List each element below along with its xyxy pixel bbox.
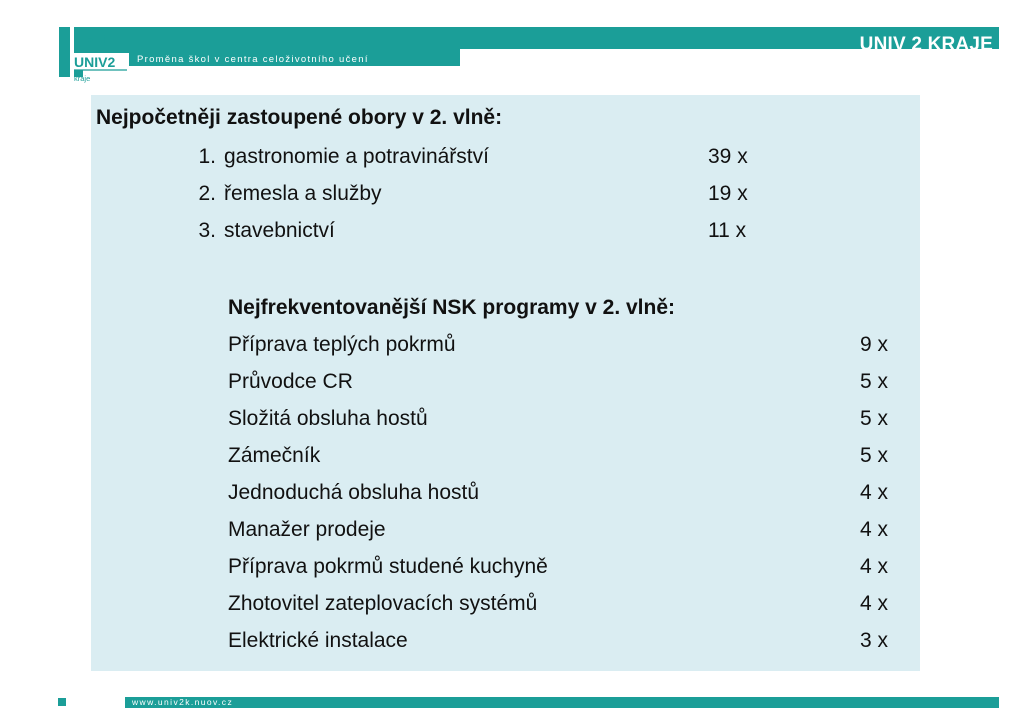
program-count: 5 x [859,444,888,467]
obor-number: 1. [198,145,216,168]
program-count: 4 x [859,555,888,578]
program-count: 4 x [859,592,888,615]
obor-name: gastronomie a potravinářství [224,145,489,168]
program-name: Zhotovitel zateplovacích systémů [228,592,538,615]
footer-square [58,698,66,706]
program-name: Zámečník [228,444,321,467]
program-name: Elektrické instalace [228,629,408,652]
heading-obory: Nejpočetněji zastoupené obory v 2. vlně: [96,106,503,129]
program-name: Průvodce CR [228,370,353,393]
program-count: 3 x [859,629,888,652]
footer-bar [125,697,999,708]
obor-name: stavebnictví [224,219,335,242]
obor-name: řemesla a služby [224,182,382,205]
program-count: 4 x [859,481,888,504]
program-count: 5 x [859,370,888,393]
obor-count: 19 x [708,182,748,205]
logo-subtext: kraje [74,74,91,83]
header-tagline: Proměna škol v centra celoživotního učení [137,54,369,65]
logo-text: UNIV2 [74,54,116,70]
header-title: UNIV 2 KRAJE [859,34,993,55]
obor-number: 3. [198,219,216,242]
program-name: Příprava teplých pokrmů [228,333,456,356]
program-name: Jednoduchá obsluha hostů [228,481,480,504]
program-name: Složitá obsluha hostů [228,407,428,430]
footer-url[interactable]: www.univ2k.nuov.cz [132,697,234,707]
program-name: Manažer prodeje [228,518,386,541]
program-count: 5 x [859,407,888,430]
univ2-logo [59,24,139,84]
program-name: Příprava pokrmů studené kuchyně [228,555,548,578]
program-count: 9 x [859,333,888,356]
program-count: 4 x [859,518,888,541]
heading-programy: Nejfrekventovanější NSK programy v 2. vlně: [228,296,675,319]
obor-count: 39 x [708,145,748,168]
obor-count: 11 x [708,219,747,242]
obor-number: 2. [198,182,216,205]
